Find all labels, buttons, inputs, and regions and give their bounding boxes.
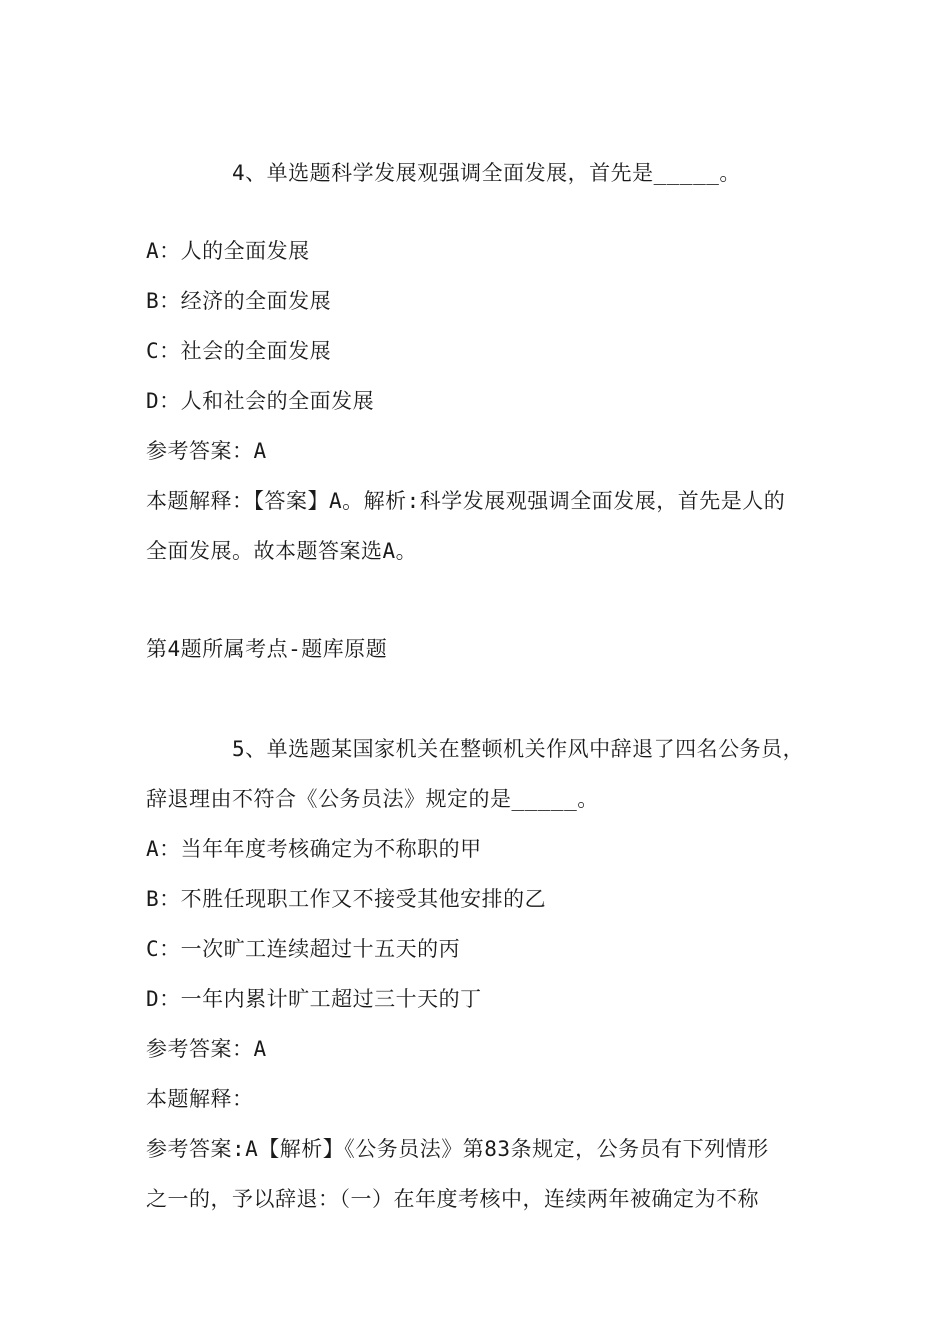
question-5-explanation-line-2: 之一的，予以辞退：（一）在年度考核中，连续两年被确定为不称 bbox=[146, 1187, 759, 1211]
question-5-explanation-label: 本题解释： bbox=[146, 1087, 254, 1111]
question-5-option-a: A：当年年度考核确定为不称职的甲 bbox=[146, 837, 482, 861]
question-4-answer: 参考答案：A bbox=[146, 439, 267, 463]
question-5-stem-line-2: 辞退理由不符合《公务员法》规定的是_____。 bbox=[146, 787, 599, 811]
question-4-option-b: B：经济的全面发展 bbox=[146, 289, 332, 313]
question-5-option-b: B：不胜任现职工作又不接受其他安排的乙 bbox=[146, 887, 547, 911]
question-4-knowledge-point: 第4题所属考点-题库原题 bbox=[146, 637, 388, 661]
question-4-option-d: D：人和社会的全面发展 bbox=[146, 389, 375, 413]
question-4-stem: 4、单选题科学发展观强调全面发展，首先是_____。 bbox=[232, 161, 741, 185]
question-5-option-d: D：一年内累计旷工超过三十天的丁 bbox=[146, 987, 482, 1011]
question-5-stem-line-1: 5、单选题某国家机关在整顿机关作风中辞退了四名公务员， bbox=[232, 737, 805, 761]
question-4-option-a: A：人的全面发展 bbox=[146, 239, 310, 263]
question-5-answer: 参考答案：A bbox=[146, 1037, 267, 1061]
question-4-explanation-line-2: 全面发展。故本题答案选A。 bbox=[146, 539, 418, 563]
question-4-option-c: C：社会的全面发展 bbox=[146, 339, 332, 363]
question-5-explanation-line-1: 参考答案:A【解析】《公务员法》第83条规定，公务员有下列情形 bbox=[146, 1137, 769, 1161]
question-5-option-c: C：一次旷工连续超过十五天的丙 bbox=[146, 937, 461, 961]
question-4-explanation-line-1: 本题解释：【答案】A。解析:科学发展观强调全面发展，首先是人的 bbox=[146, 489, 786, 513]
